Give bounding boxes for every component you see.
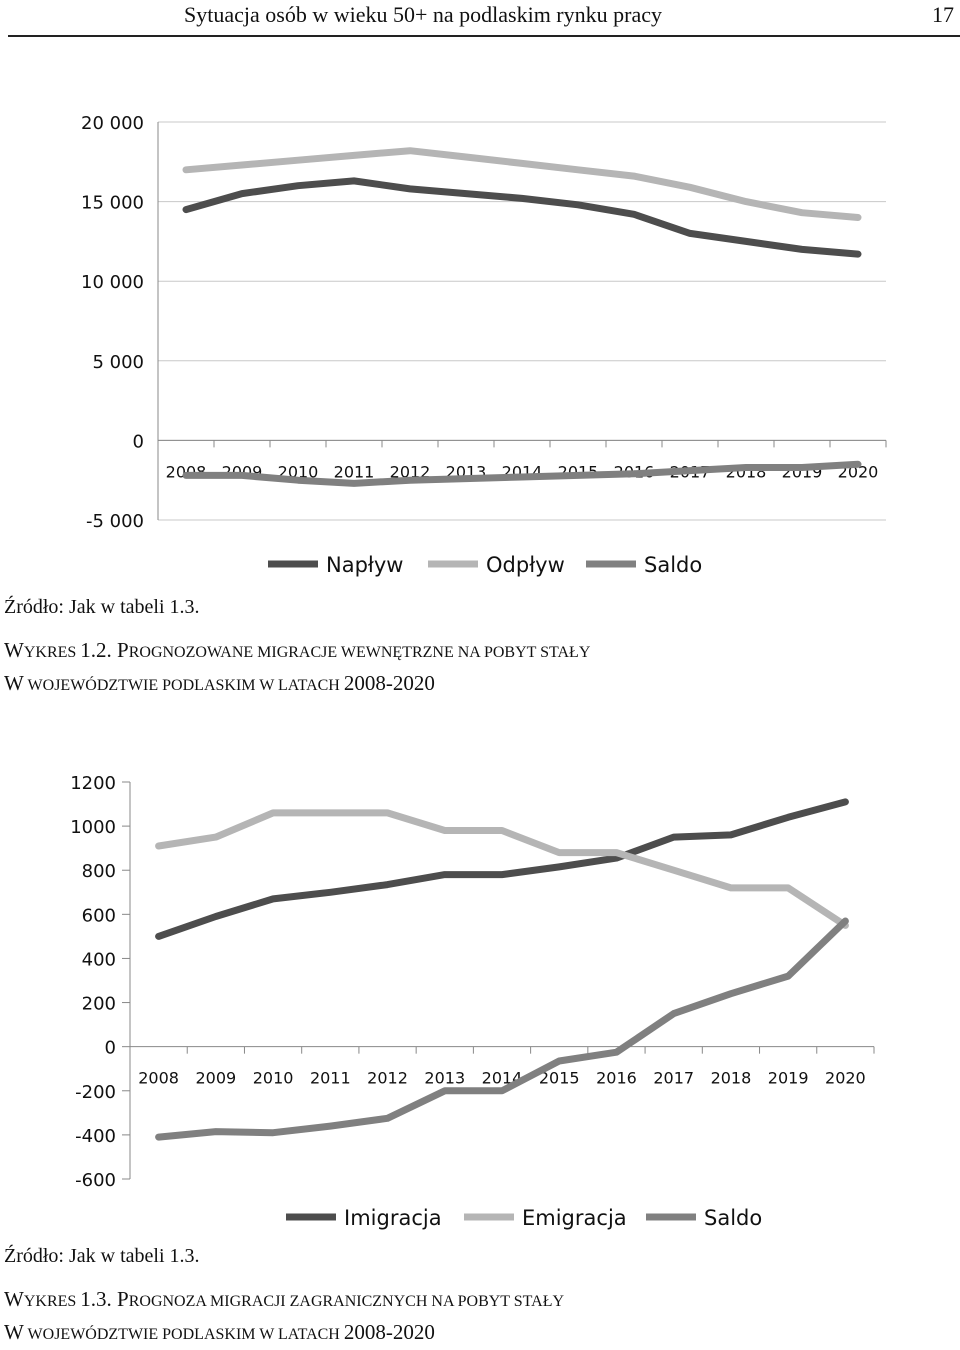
- y-tick-label: -5 000: [85, 511, 144, 532]
- caption-run: YKRES: [23, 1293, 81, 1310]
- x-tick-label: 2018: [710, 1068, 752, 1088]
- legend-label: Emigracja: [522, 1206, 627, 1230]
- y-tick-label: -400: [75, 1125, 116, 1147]
- y-tick-label: 800: [81, 861, 116, 883]
- x-tick-label: 2019: [781, 462, 823, 482]
- y-tick-label: 15 000: [81, 192, 144, 214]
- legend-label: Saldo: [704, 1206, 763, 1230]
- y-tick-label: 400: [81, 949, 116, 971]
- caption-run: ROGNOZA MIGRACJI ZAGRANICZNYCH NA POBYT STAŁY: [128, 1293, 565, 1310]
- x-tick-label: 2020: [837, 462, 879, 482]
- caption-run: 2008-2020: [343, 1320, 435, 1344]
- y-tick-label: 0: [104, 1037, 116, 1059]
- x-tick-label: 2015: [538, 1068, 580, 1088]
- y-tick-label: 5 000: [92, 351, 144, 373]
- caption-run: W: [4, 1320, 24, 1344]
- x-tick-label: 2015: [557, 462, 599, 482]
- x-tick-label: 2018: [725, 462, 767, 482]
- page-number: 17: [932, 2, 954, 27]
- caption-run: YKRES: [23, 644, 81, 661]
- caption-line: [4, 1284, 954, 1317]
- x-tick-label: 2008: [138, 1068, 179, 1088]
- caption-run: WOJEWÓDZTWIE PODLASKIM W LATACH: [23, 677, 344, 694]
- x-tick-label: 2009: [195, 1068, 237, 1088]
- legend-label: Odpływ: [486, 553, 565, 577]
- x-tick-label: 2011: [309, 1068, 351, 1088]
- x-tick-label: 2010: [277, 462, 319, 482]
- caption-line: [4, 1317, 954, 1350]
- x-tick-label: 2019: [767, 1068, 809, 1088]
- caption-run: 2008-2020: [343, 671, 435, 695]
- y-tick-label: 200: [81, 993, 116, 1015]
- y-tick-label: 0: [132, 431, 144, 453]
- series-line-1: [159, 802, 846, 937]
- x-tick-label: 2017: [669, 462, 711, 482]
- caption-run: WOJEWÓDZTWIE PODLASKIM W LATACH: [23, 1326, 344, 1343]
- caption-run: W: [4, 638, 24, 662]
- legend-label: Napływ: [326, 553, 404, 577]
- x-tick-label: 2016: [613, 462, 655, 482]
- x-tick-label: 2016: [596, 1068, 637, 1088]
- figure2-source: Źródło: Jak w tabeli 1.3.: [4, 1245, 200, 1267]
- series-line-3: [159, 921, 846, 1137]
- caption-run: 1.2. P: [80, 638, 129, 662]
- legend-label: Saldo: [644, 553, 703, 577]
- y-tick-label: -200: [75, 1081, 116, 1103]
- caption-run: 1.3. P: [80, 1287, 129, 1311]
- y-tick-label: 10 000: [81, 272, 144, 294]
- y-tick-label: 1200: [70, 773, 116, 794]
- x-tick-label: 2017: [653, 1068, 695, 1088]
- x-tick-label: 2014: [501, 462, 543, 482]
- y-tick-label: -600: [75, 1170, 116, 1191]
- x-tick-label: 2013: [424, 1068, 466, 1088]
- x-tick-label: 2008: [165, 462, 207, 482]
- legend-label: Imigracja: [344, 1206, 442, 1230]
- x-tick-label: 2010: [252, 1068, 294, 1088]
- y-tick-label: 600: [81, 905, 116, 927]
- x-tick-label: 2009: [221, 462, 263, 482]
- y-tick-label: 20 000: [81, 113, 144, 134]
- x-tick-label: 2014: [481, 1068, 523, 1088]
- running-title: Sytuacja osób w wieku 50+ na podlaskim rynku pracy: [184, 2, 662, 27]
- figure2-caption: [4, 1284, 954, 1350]
- x-tick-label: 2013: [445, 462, 487, 482]
- caption-run: W: [4, 1287, 24, 1311]
- x-tick-label: 2012: [367, 1068, 408, 1088]
- y-tick-label: 1000: [70, 817, 116, 839]
- x-tick-label: 2012: [389, 462, 431, 482]
- caption-run: W: [4, 671, 24, 695]
- x-tick-label: 2020: [825, 1068, 866, 1088]
- x-tick-label: 2011: [333, 462, 375, 482]
- figure1-source: Źródło: Jak w tabeli 1.3.: [4, 596, 200, 618]
- caption-run: ROGNOZOWANE MIGRACJE WEWNĘTRZNE NA POBYT STAŁY: [128, 644, 591, 661]
